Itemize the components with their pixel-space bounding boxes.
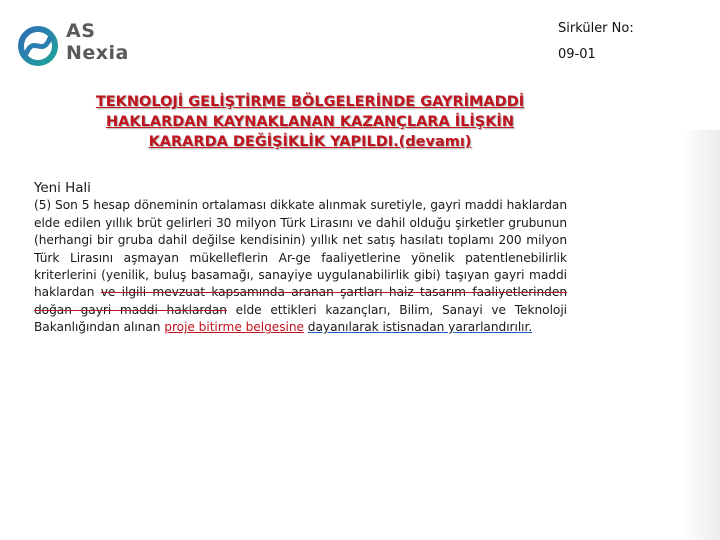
circular-number: 09-01 (558, 47, 596, 62)
paragraph-text-end: dayanılarak istisnadan yararlandırılır. (307, 320, 533, 335)
document-body (34, 180, 567, 337)
title-line-2: HAKLARDAN KAYNAKLANAN KAZANÇLARA İLİŞKİN (106, 114, 514, 130)
title-line-1: TEKNOLOJİ GELİŞTİRME BÖLGELERİNDE GAYRİMADDİ (95, 94, 525, 110)
paragraph-text: (5) Son 5 hesap döneminin ortalaması dikkate alınmak suretiyle, gayri maddi haklardan elde edilen yıllık brüt gelirleri 30 milyon Türk Lirasını ve dahil olduğu şirketler grubunun (herhangi bir gruba dahil değilse kendisinin) yıllık net satış hasılatı toplamı 200 milyon Türk Lirasını aşmayan mükelleflerin Ar-ge faaliyetlerine yönelik patentlenebilirlik kriterlerini (yenilik, buluş basamağı, sanayiye uygulanabilirlik gibi) taşıyan gayri maddi haklardan (34, 198, 567, 300)
title-line-3: KARARDA DEĞİŞİKLİK YAPILDI.(devamı) (148, 134, 472, 150)
as-nexia-logo (16, 20, 146, 76)
deleted-text: ve ilgili mevzuat kapsamında aranan şartları haiz tasarım faaliyetlerinden doğan gayri maddi haklardan (34, 285, 567, 317)
inserted-text: proje bitirme belgesine (164, 320, 304, 335)
page-edge-shadow (680, 130, 720, 540)
section-heading: Yeni Hali (34, 180, 91, 196)
document-title (20, 92, 600, 152)
logo-line-2: Nexia (66, 42, 129, 64)
logo-line-1: AS (66, 20, 96, 42)
paragraph-text-middle: elde ettikleri kazançları, Bilim, Sanayi ve Teknoloji Bakanlığından alınan (34, 302, 567, 335)
circular-info (558, 16, 658, 68)
nexia-mark-icon (16, 24, 60, 68)
circular-label: Sirküler No: (558, 21, 634, 36)
